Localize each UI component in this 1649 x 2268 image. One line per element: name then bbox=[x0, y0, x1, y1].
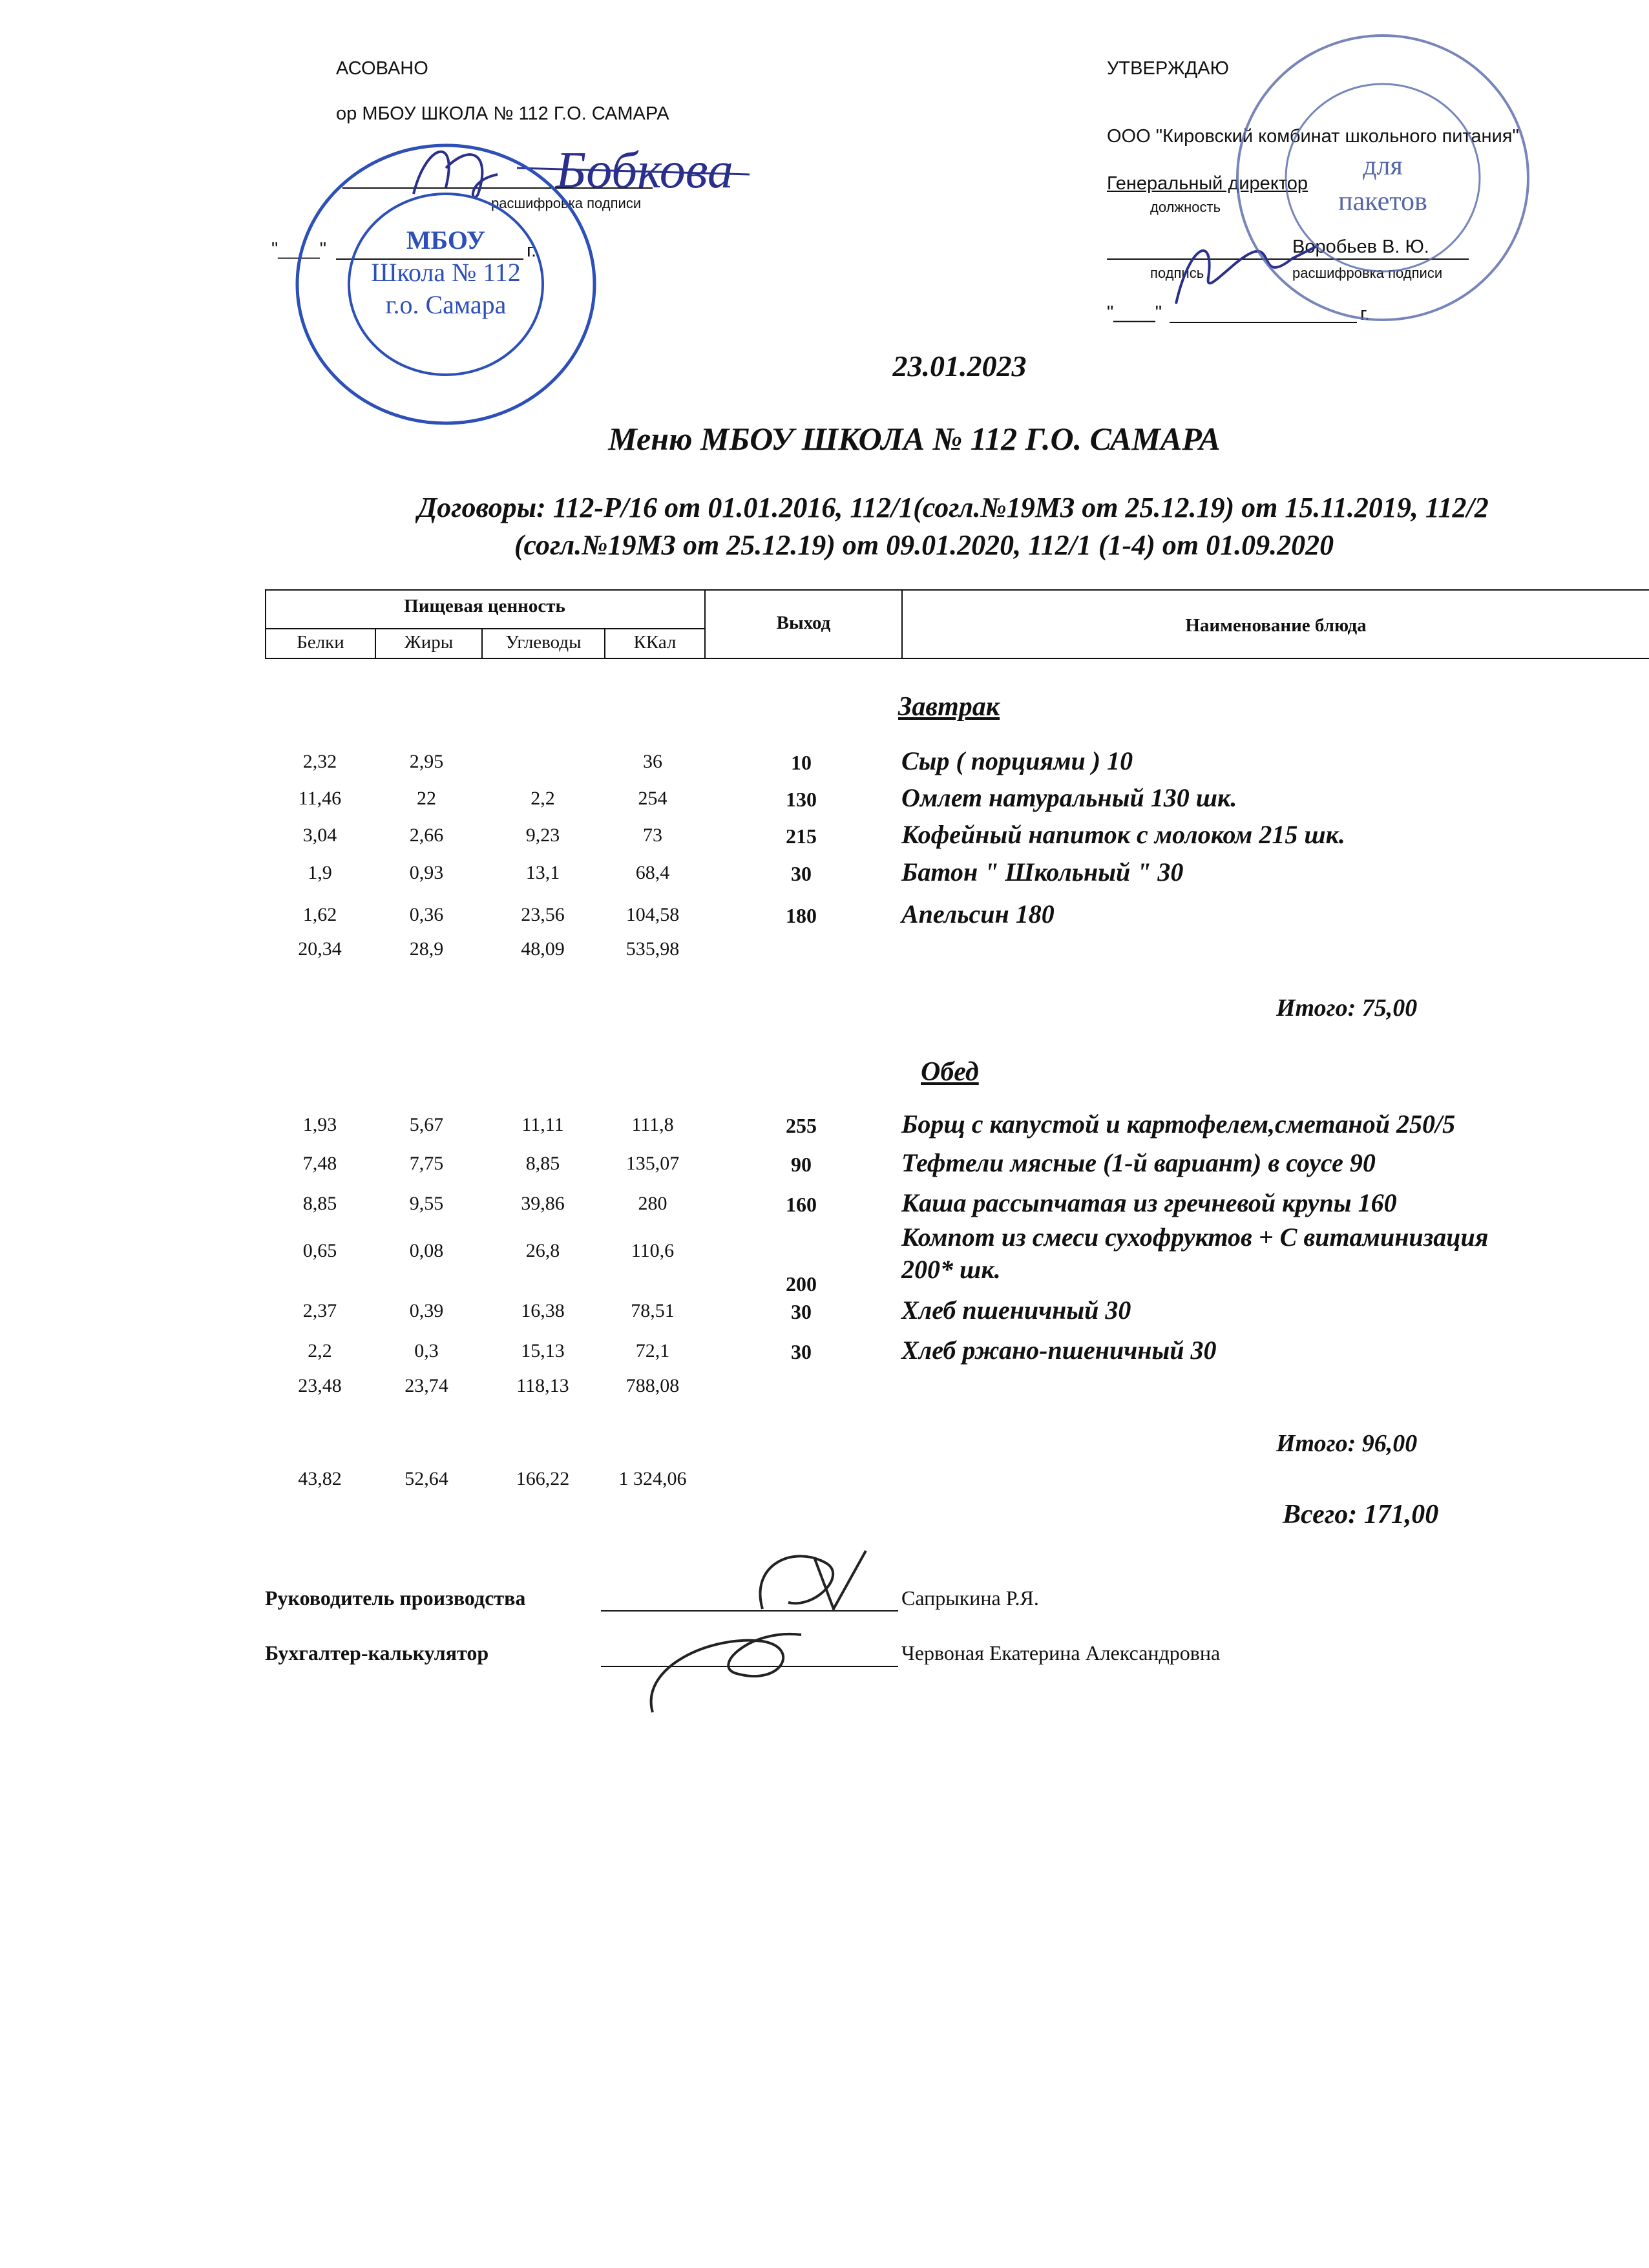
cell-carbs: 9,23 bbox=[525, 824, 560, 846]
cell-carbs: 11,11 bbox=[521, 1114, 564, 1135]
section-lunch-title: Обед bbox=[921, 1057, 979, 1087]
stamp-right-line1: для bbox=[1363, 151, 1403, 181]
approval-right-position: Генеральный директор bbox=[1107, 173, 1308, 194]
cell-fats: 5,67 bbox=[409, 1114, 444, 1135]
cell-dish-name: Хлеб пшеничный 30 bbox=[901, 1296, 1131, 1325]
approval-left-date-suffix: г. bbox=[527, 240, 537, 261]
approval-left-heading: АСОВАНО bbox=[336, 58, 428, 79]
approval-left-org: ор МБОУ ШКОЛА № 112 Г.О. САМАРА bbox=[336, 103, 669, 124]
breakfast-total: Итого: 75,00 bbox=[1276, 994, 1418, 1022]
cell-output: 10 bbox=[791, 751, 812, 774]
cell-fats: 0,08 bbox=[409, 1240, 444, 1261]
signature-label-accountant: Бухгалтер-калькулятор bbox=[265, 1641, 489, 1664]
cell-kcal: 111,8 bbox=[631, 1114, 674, 1135]
grand-kcal: 1 324,06 bbox=[618, 1468, 687, 1489]
cell-output: 160 bbox=[786, 1193, 817, 1216]
cell-proteins: 1,62 bbox=[302, 904, 337, 925]
cell-carbs: 8,85 bbox=[525, 1153, 560, 1174]
cell-proteins: 3,04 bbox=[302, 824, 337, 846]
cell-proteins: 1,9 bbox=[308, 862, 332, 883]
cell-fats: 7,75 bbox=[409, 1153, 444, 1174]
approval-right-sign-caption: подпись bbox=[1150, 265, 1204, 281]
cell-dish-name: Кофейный напиток с молоком 215 шк. bbox=[901, 820, 1345, 849]
approval-left-decode-caption: расшифровка подписи bbox=[491, 195, 642, 211]
cell-kcal: 280 bbox=[638, 1193, 667, 1214]
sum-carbs: 118,13 bbox=[516, 1375, 569, 1396]
header-nutrition: Пищевая ценность bbox=[404, 596, 565, 616]
header-output: Выход bbox=[776, 613, 831, 633]
cell-dish-name: Каша рассыпчатая из гречневой крупы 160 bbox=[901, 1188, 1397, 1217]
cell-dish-name: Тефтели мясные (1-й вариант) в соусе 90 bbox=[901, 1148, 1376, 1177]
grand-fats: 52,64 bbox=[404, 1468, 448, 1489]
cell-proteins: 2,2 bbox=[308, 1340, 332, 1361]
approval-right-position-caption: должность bbox=[1150, 199, 1221, 215]
cell-proteins: 1,93 bbox=[302, 1114, 337, 1135]
section-breakfast-title: Завтрак bbox=[898, 692, 1000, 722]
cell-dish-name: Омлет натуральный 130 шк. bbox=[901, 783, 1237, 812]
cell-fats: 0,39 bbox=[409, 1300, 444, 1321]
cell-output: 30 bbox=[791, 1340, 812, 1363]
approval-right-decode-caption: расшифровка подписи bbox=[1292, 265, 1443, 281]
sum-proteins: 23,48 bbox=[298, 1375, 342, 1396]
cell-fats: 22 bbox=[417, 788, 436, 809]
signature-name-accountant: Червоная Екатерина Александровна bbox=[901, 1641, 1221, 1664]
stamp-right-line2: пакетов bbox=[1338, 187, 1427, 216]
approval-right-org: ООО "Кировский комбинат школьного питания" bbox=[1107, 126, 1519, 147]
cell-dish-name: Борщ с капустой и картофелем,сметаной 250/5 bbox=[901, 1109, 1456, 1139]
sum-proteins: 20,34 bbox=[298, 938, 342, 960]
cell-kcal: 78,51 bbox=[631, 1300, 675, 1321]
approval-right-date-prefix: "____" bbox=[1107, 302, 1162, 323]
production-handwritten-signature bbox=[737, 1538, 892, 1622]
cell-output: 130 bbox=[786, 788, 817, 811]
approval-right-name: Воробьев В. Ю. bbox=[1292, 236, 1429, 257]
cell-proteins: 11,46 bbox=[298, 788, 342, 809]
approval-left-sig-name: Бобкова bbox=[556, 142, 733, 199]
stamp-left-line3: г.о. Самара bbox=[385, 290, 507, 319]
cell-carbs: 13,1 bbox=[525, 862, 560, 883]
cell-carbs: 2,2 bbox=[530, 788, 555, 809]
company-round-stamp bbox=[1228, 26, 1538, 330]
cell-fats: 2,95 bbox=[409, 751, 444, 772]
cell-output: 180 bbox=[786, 904, 817, 927]
cell-proteins: 7,48 bbox=[302, 1153, 337, 1174]
cell-proteins: 2,32 bbox=[302, 751, 337, 772]
approval-right-date-suffix: г. bbox=[1360, 304, 1371, 324]
cell-kcal: 104,58 bbox=[625, 904, 680, 925]
signature-label-production: Руководитель производства bbox=[265, 1586, 526, 1610]
cell-kcal: 72,1 bbox=[635, 1340, 670, 1361]
cell-output: 215 bbox=[786, 824, 817, 848]
cell-output: 90 bbox=[791, 1153, 812, 1176]
cell-carbs: 26,8 bbox=[525, 1240, 560, 1261]
school-round-stamp bbox=[278, 129, 614, 439]
cell-carbs: 39,86 bbox=[521, 1193, 565, 1214]
cell-fats: 9,55 bbox=[409, 1193, 444, 1214]
cell-carbs: 23,56 bbox=[521, 904, 565, 925]
sum-fats: 28,9 bbox=[409, 938, 444, 960]
grand-carbs: 166,22 bbox=[516, 1468, 570, 1489]
sum-kcal: 788,08 bbox=[625, 1375, 680, 1396]
cell-kcal: 36 bbox=[643, 751, 662, 772]
cell-output: 255 bbox=[786, 1114, 817, 1137]
cell-fats: 0,93 bbox=[409, 862, 444, 883]
cell-output: 30 bbox=[791, 1300, 812, 1323]
stamp-left-line2: Школа № 112 bbox=[371, 258, 521, 287]
cell-fats: 2,66 bbox=[409, 824, 444, 846]
cell-dish-name: Компот из смеси сухофруктов + С витаминизация bbox=[901, 1223, 1489, 1252]
cell-carbs: 16,38 bbox=[521, 1300, 565, 1321]
cell-kcal: 254 bbox=[638, 788, 667, 809]
lunch-total: Итого: 96,00 bbox=[1276, 1430, 1418, 1457]
contracts-line-2: (согл.№19МЗ от 25.12.19) от 09.01.2020, 112/1 (1-4) от 01.09.2020 bbox=[514, 529, 1334, 561]
cell-proteins: 2,37 bbox=[302, 1300, 337, 1321]
header-fats: Жиры bbox=[404, 632, 454, 653]
cell-proteins: 0,65 bbox=[302, 1240, 337, 1261]
cell-output: 30 bbox=[791, 862, 812, 885]
header-dish: Наименование блюда bbox=[1185, 615, 1367, 636]
cell-kcal: 73 bbox=[643, 824, 662, 846]
grand-total: Всего: 171,00 bbox=[1283, 1500, 1439, 1529]
cell-dish-name-continued: 200* шк. bbox=[901, 1255, 1001, 1284]
header-kcal: ККал bbox=[633, 632, 677, 653]
cell-fats: 0,3 bbox=[414, 1340, 439, 1361]
sum-carbs: 48,09 bbox=[521, 938, 565, 960]
approval-right-heading: УТВЕРЖДАЮ bbox=[1107, 58, 1229, 79]
sum-fats: 23,74 bbox=[404, 1375, 448, 1396]
approval-left-date-prefix: "____" bbox=[271, 239, 327, 260]
cell-dish-name: Батон " Школьный " 30 bbox=[901, 857, 1184, 887]
menu-title: Меню МБОУ ШКОЛА № 112 Г.О. САМАРА bbox=[608, 421, 1221, 457]
cell-dish-name: Хлеб ржано-пшеничный 30 bbox=[901, 1336, 1217, 1365]
cell-kcal: 110,6 bbox=[631, 1240, 675, 1261]
cell-proteins: 8,85 bbox=[302, 1193, 337, 1214]
cell-kcal: 135,07 bbox=[625, 1153, 680, 1174]
stamp-left-line1: МБОУ bbox=[406, 226, 486, 255]
header-carbs: Углеводы bbox=[505, 632, 582, 653]
cell-kcal: 68,4 bbox=[635, 862, 670, 883]
sum-kcal: 535,98 bbox=[625, 938, 680, 960]
contracts-line-1: Договоры: 112-Р/16 от 01.01.2016, 112/1(согл.№19МЗ от 25.12.19) от 15.11.2019, 112/2 bbox=[417, 492, 1489, 523]
accountant-handwritten-signature bbox=[633, 1615, 840, 1725]
cell-dish-name: Сыр ( порциями ) 10 bbox=[901, 746, 1133, 775]
cell-dish-name: Апельсин 180 bbox=[901, 899, 1055, 929]
header-proteins: Белки bbox=[297, 632, 344, 653]
signature-name-production: Сапрыкина Р.Я. bbox=[901, 1586, 1039, 1610]
cell-carbs: 15,13 bbox=[521, 1340, 565, 1361]
cell-fats: 0,36 bbox=[409, 904, 444, 925]
cell-output: 200 bbox=[786, 1272, 817, 1296]
grand-proteins: 43,82 bbox=[298, 1468, 342, 1489]
menu-date: 23.01.2023 bbox=[892, 350, 1027, 383]
